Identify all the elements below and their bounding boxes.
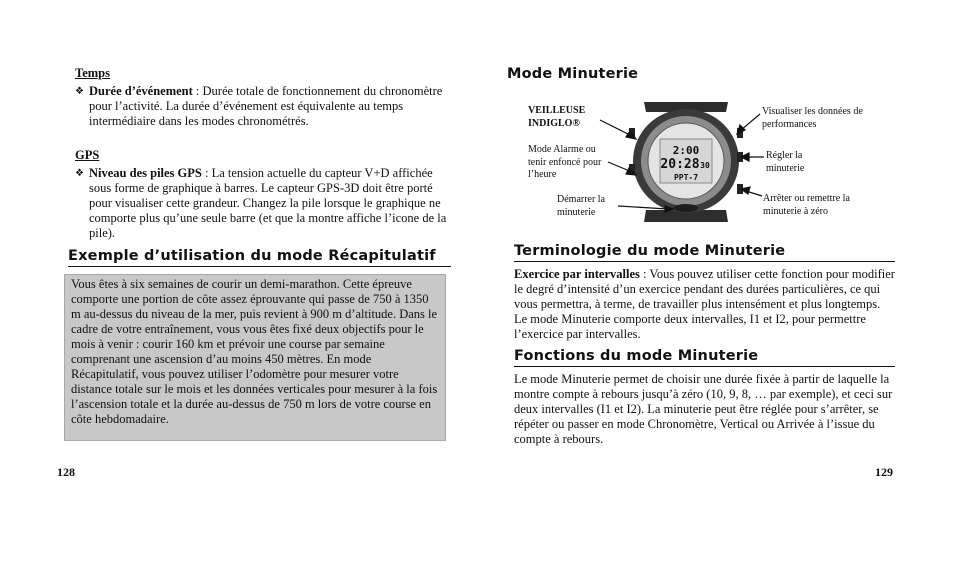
bullet-diamond-icon: ❖ xyxy=(75,86,84,97)
mode-minuterie-heading: Mode Minuterie xyxy=(507,66,639,82)
callout-arreter: Arrêter ou remettre la minuterie à zéro xyxy=(763,193,850,217)
gps-bullet-term: Niveau des piles GPS xyxy=(89,166,202,180)
display-bottom: PPT-7 xyxy=(673,173,699,182)
start-button xyxy=(674,204,698,212)
callout-regler: Régler la minuterie xyxy=(766,150,805,174)
temps-bullet-desc: : Durée totale de fonctionnement du chronomètre pour l’activité. La durée d’événement est équivalente au temps intermédiaire dans les modes chronométrés. xyxy=(89,84,443,128)
page-number-right: 129 xyxy=(875,465,893,479)
display-seconds: 30 xyxy=(700,161,710,170)
display-main: 20:28 xyxy=(660,157,700,172)
display-top: 2:00 xyxy=(672,144,700,157)
callout-visualiser: Visualiser les données de performances xyxy=(762,106,863,130)
terminology-heading: Terminologie du mode Minuterie xyxy=(514,243,895,262)
functions-paragraph: Le mode Minuterie permet de choisir une durée fixée à partir de laquelle la montre compte à rebours jusqu’à zéro (10, 9, 8, … par exemple), et ceci sur deux intervalles (I1 et I2). La minuterie peut être réglée pour s’arrêter, se répéter ou passer en mode Chronomètre, Vertical ou Arrivée à l’issue du compte à rebours. xyxy=(514,372,893,446)
gps-subheading: GPS xyxy=(75,148,100,162)
gps-bullet xyxy=(75,166,447,241)
functions-heading: Fonctions du mode Minuterie xyxy=(514,348,895,367)
arrow-visualiser xyxy=(741,114,760,130)
terminology-paragraph xyxy=(514,267,895,342)
temps-bullet-text xyxy=(89,84,447,129)
temps-bullet xyxy=(75,84,447,129)
bullet-diamond-icon: ❖ xyxy=(75,168,84,179)
callout-demarrer: Démarrer la minuterie xyxy=(557,194,606,218)
gps-bullet-desc: : La tension actuelle du capteur V+D affichée sous forme de graphique à barres. Le capteur GPS-3D doit être porté pour visualiser cette grandeur. Changez la pile lorsque le graphique ne comporte plus qu’une seule barre (et que la montre affiche l’icone de la pile). xyxy=(89,166,447,240)
terminology-desc: : Vous pouvez utiliser cette fonction pour modifier le degré d’intensité d’un exercice pendant des durées particulières, ce qui vous permettra, à terme, de travailler plus intensément et plus longtemps. Le mode Minuterie comporte deux intervalles, I1 et I2, pour permettre l’exercice par intervalles. xyxy=(514,267,895,341)
page-number-left: 128 xyxy=(57,465,75,479)
terminology-term: Exercice par intervalles xyxy=(514,267,640,281)
example-heading: Exemple d’utilisation du mode Récapitulatif xyxy=(68,248,451,267)
arrow-visualiser-head-icon xyxy=(737,125,745,134)
gps-bullet-text xyxy=(89,166,447,241)
callout-veilleuse: VEILLEUSE INDIGLO® xyxy=(528,105,586,129)
temps-bullet-term: Durée d’événement xyxy=(89,84,193,98)
temps-subheading: Temps xyxy=(75,66,110,80)
example-text: Vous êtes à six semaines de courir un demi-marathon. Cette épreuve comporte une portion de côte assez éprouvante qui passe de 750 à 1350 m au-dessus du niveau de la mer, puis revient à 900 m d’altitude. Dans le cadre de votre entraînement, vous vous êtes fixé deux objectifs pour le mois à venir : courir 160 km et prévoir une course par semaine comprenant une ascension d’au moins 450 mètres. En mode Récapitulatif, vous pouvez utiliser l’odomètre pour mesurer votre distance totale sur le mois et les données verticales pour mesurer à la fois l’ascension totale et la durée au-dessus de 750 m lors de votre course en côte hebdomadaire. xyxy=(71,277,438,426)
example-box xyxy=(64,274,446,441)
callout-alarme: Mode Alarme ou tenir enfoncé pour l’heure xyxy=(528,144,602,180)
